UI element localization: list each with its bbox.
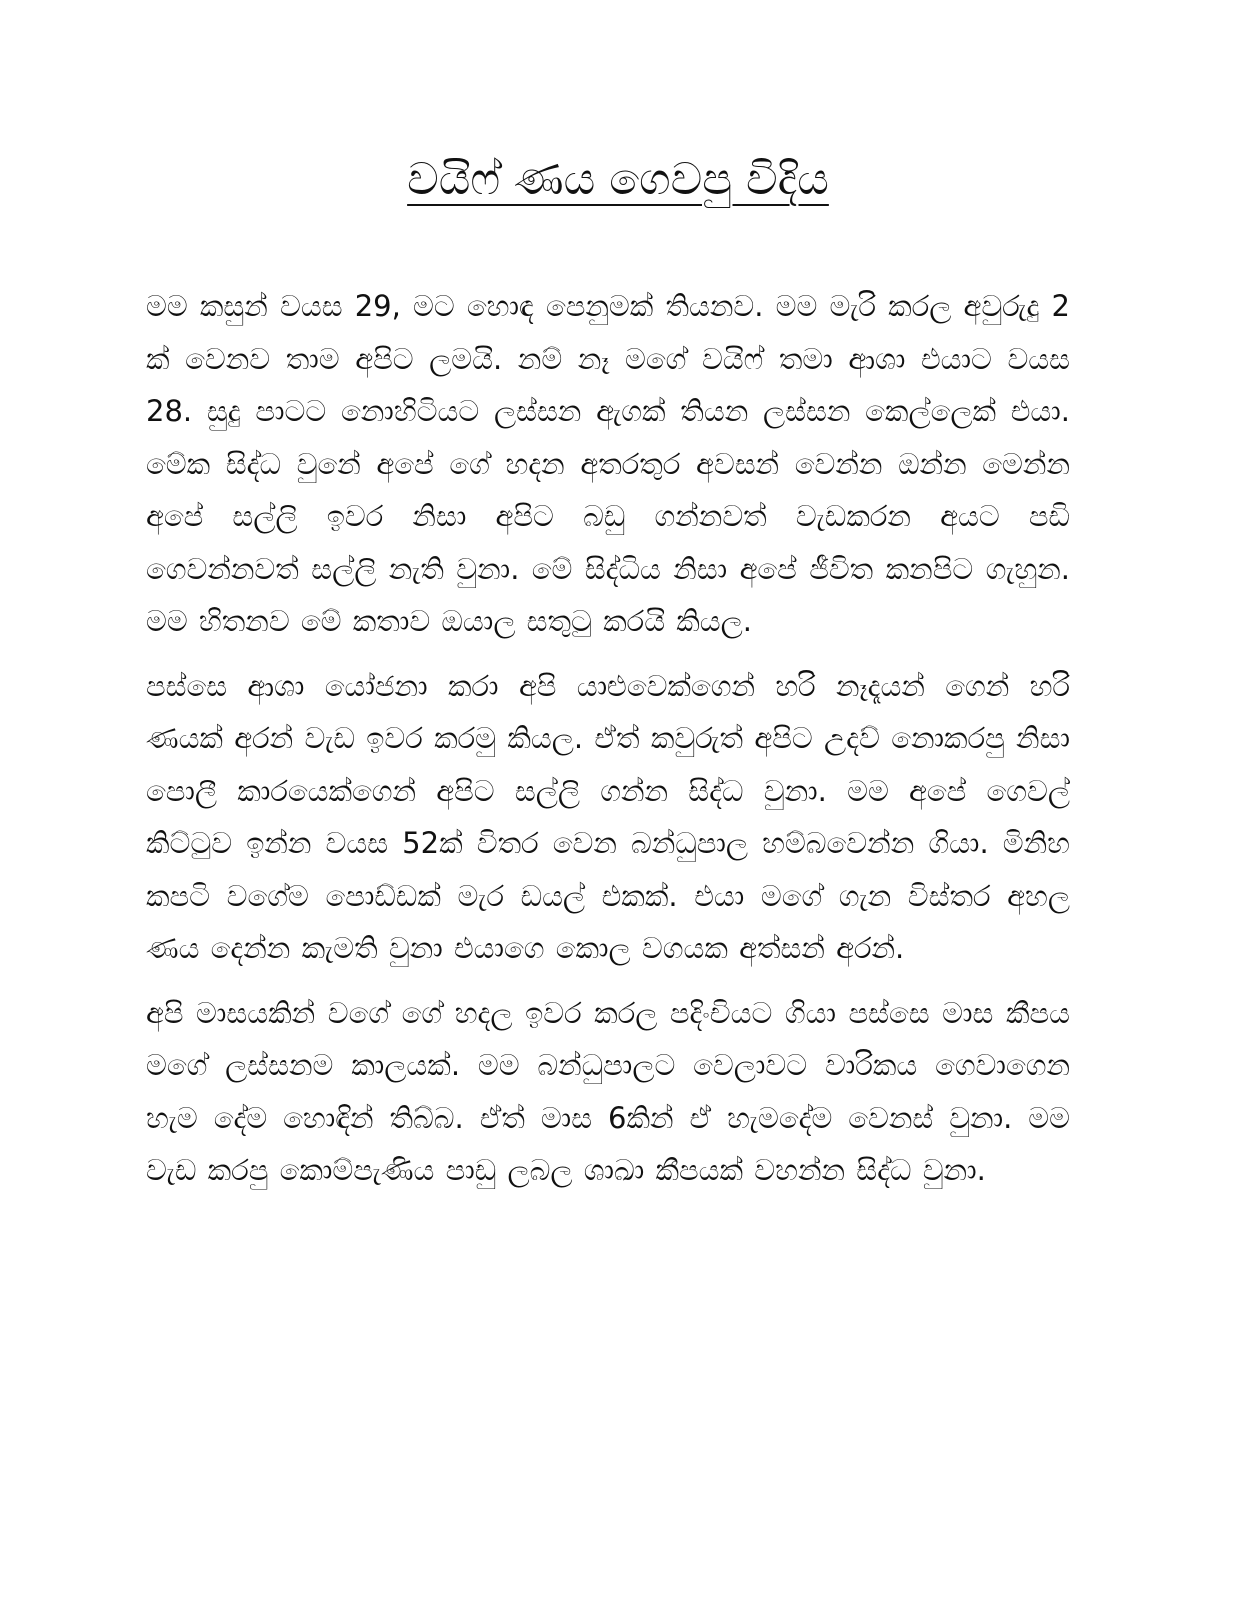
paragraph-3: අපි මාසයකින් වගේ ගේ හදල ඉවර කරල පදිංචියට ගියා පස්සෙ මාස කීපය මගේ ලස්සනම කාලයක්. මම බන්ධුපාලට වෙලාවට වාරිකය ගෙවාගෙන හැම දේම හොඳින් තිබ්බ. ඒත් මාස 6කින් ඒ හැමදේම වෙනස් වුනා. මම වැඩ කරපු කොම්පැණිය පාඩු ලබල ශාඛා කීපයක් වහන්න සිද්ධ වුනා. <box>146 995 1070 1187</box>
paragraph-2: පස්සෙ ආශා යෝජනා කරා අපි යාළුවෙක්ගෙන් හරි නෑදෑයන් ගෙන් හරි ණයක් අරන් වැඩ ඉවර කරමු කියල. ඒත් කවුරුත් අපිට උදව් නොකරපු නිසා පොලී කාරයෙක්ගෙන් අපිට සල්ලි ගන්න සිද්ධ වුනා. මම අපේ ගෙවල් කිට්ටුව ඉන්න වයස 52ක් විතර වෙන බන්ධුපාල හම්බවෙන්න ගියා. මිනිහ කපටි වගේම පොඩ්ඩක් මැර ඩයල් එකක්. එයා මගේ ගැන විස්තර අහල ණය දෙන්න කැමති වුනා එයාගෙ කොල වගයක අත්සන් අරන්. <box>146 668 1070 965</box>
document-title-text: වයිෆ් ණය ගෙවපු විදිය <box>407 154 829 205</box>
paragraph-1: මම කසුන් වයස 29, මට හොඳ පෙනුමක් තියනව. මම මැරි කරල අවුරුදු 2 ක් වෙනව තාම අපිට ලමයි. නම් නෑ මගේ වයිෆ් තමා ආශා එයාට වයස 28. සුදු පාටට නොහිටියට ලස්සන ඇගක් තියන ලස්සන කෙල්ලෙක් එයා. මේක සිද්ධ වුනේ අපේ ගේ හදන අතරතුර අවසන් වෙන්න ඔන්න මෙන්න අපේ සල්ලි ඉවර නිසා අපිට බඩු ගන්නවත් වැඩකරන අයට පඩි ගෙවන්නවත් සල්ලි නැති වුනා. මේ සිද්ධිය නිසා අපේ ජීවිත කනපිට ගැහුන. මම හිතනව මේ කතාව ඔයාල සතුටු කරයි කියල. <box>146 289 1070 638</box>
document-body <box>146 280 1070 1209</box>
document-title <box>0 150 1236 210</box>
